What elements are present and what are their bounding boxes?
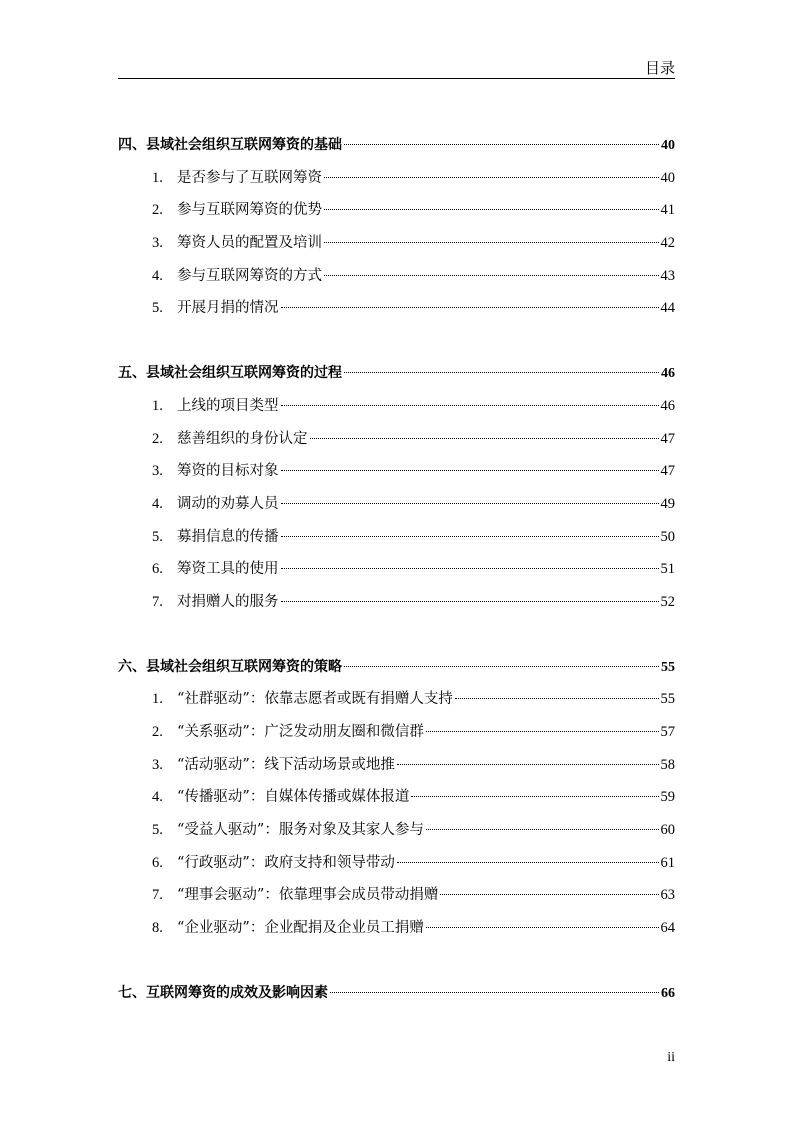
dot-leader bbox=[330, 992, 659, 993]
dot-leader bbox=[281, 503, 659, 504]
dot-leader bbox=[397, 862, 659, 863]
item-number: 4. bbox=[152, 789, 163, 806]
item-page-number: 47 bbox=[660, 430, 675, 447]
dot-leader bbox=[426, 731, 659, 732]
item-number: 3. bbox=[152, 756, 163, 773]
section-page-number: 40 bbox=[661, 138, 675, 153]
toc-item[interactable] bbox=[118, 847, 675, 880]
dot-leader bbox=[310, 438, 659, 439]
toc-section-4[interactable] bbox=[118, 129, 675, 162]
item-page-number: 51 bbox=[660, 561, 675, 578]
item-title: 筹资工具的使用 bbox=[177, 561, 279, 578]
section-title: 四、县域社会组织互联网筹资的基础 bbox=[118, 137, 342, 153]
item-title: 对捐赠人的服务 bbox=[177, 593, 279, 610]
dot-leader bbox=[324, 242, 659, 243]
item-number: 3. bbox=[152, 235, 163, 252]
item-title: 调动的劝募人员 bbox=[177, 495, 279, 512]
item-number: 5. bbox=[152, 822, 163, 839]
item-page-number: 40 bbox=[660, 169, 675, 186]
toc-item[interactable] bbox=[118, 194, 675, 227]
item-page-number: 47 bbox=[660, 463, 675, 480]
dot-leader bbox=[281, 601, 659, 602]
item-page-number: 44 bbox=[660, 300, 675, 317]
item-title: “受益人驱动”：服务对象及其家人参与 bbox=[177, 822, 424, 839]
item-page-number: 46 bbox=[660, 397, 675, 414]
toc-item[interactable] bbox=[118, 423, 675, 456]
toc-item[interactable] bbox=[118, 162, 675, 195]
dot-leader bbox=[324, 177, 659, 178]
section-page-number: 46 bbox=[661, 366, 675, 382]
item-title: 筹资的目标对象 bbox=[177, 463, 279, 480]
item-page-number: 58 bbox=[660, 756, 675, 773]
dot-leader bbox=[397, 764, 659, 765]
item-number: 7. bbox=[152, 887, 163, 904]
item-title: “社群驱动”：依靠志愿者或既有捐赠人支持 bbox=[177, 691, 453, 708]
item-number: 4. bbox=[152, 495, 163, 512]
item-page-number: 61 bbox=[660, 854, 675, 871]
item-page-number: 43 bbox=[660, 267, 675, 284]
item-title: “关系驱动”：广泛发动朋友圈和微信群 bbox=[177, 724, 424, 740]
toc-item[interactable] bbox=[118, 912, 675, 945]
item-title: “活动驱动”：线下活动场景或地推 bbox=[177, 756, 395, 773]
toc-section-5[interactable] bbox=[118, 357, 675, 390]
item-title: “行政驱动”：政府支持和领导带动 bbox=[177, 854, 395, 871]
section-title: 六、县域社会组织互联网筹资的策略 bbox=[118, 658, 342, 675]
item-number: 4. bbox=[152, 267, 163, 284]
toc-item[interactable] bbox=[118, 227, 675, 260]
item-title: “企业驱动”：企业配捐及企业员工捐赠 bbox=[177, 920, 424, 937]
dot-leader bbox=[426, 829, 659, 830]
item-title: 筹资人员的配置及培训 bbox=[177, 235, 322, 252]
section-title: 五、县域社会组织互联网筹资的过程 bbox=[118, 365, 342, 382]
item-page-number: 57 bbox=[660, 724, 675, 740]
item-page-number: 64 bbox=[660, 920, 675, 937]
item-page-number: 41 bbox=[660, 202, 675, 219]
item-number: 2. bbox=[152, 202, 163, 219]
toc-item[interactable] bbox=[118, 390, 675, 423]
item-title: 募捐信息的传播 bbox=[177, 528, 279, 545]
dot-leader bbox=[344, 666, 659, 667]
item-number: 6. bbox=[152, 561, 163, 578]
table-of-contents bbox=[118, 129, 675, 1010]
item-page-number: 50 bbox=[660, 528, 675, 545]
toc-item[interactable] bbox=[118, 683, 675, 716]
item-title: 慈善组织的身份认定 bbox=[177, 430, 308, 447]
toc-item[interactable] bbox=[118, 586, 675, 619]
item-title: 是否参与了互联网筹资 bbox=[177, 169, 322, 186]
dot-leader bbox=[455, 698, 659, 699]
item-title: 上线的项目类型 bbox=[177, 397, 279, 414]
toc-item[interactable] bbox=[118, 749, 675, 782]
dot-leader bbox=[324, 209, 659, 210]
toc-item[interactable] bbox=[118, 781, 675, 814]
section-gap bbox=[118, 945, 675, 977]
item-title: 开展月捐的情况 bbox=[177, 300, 279, 317]
dot-leader bbox=[426, 927, 659, 928]
dot-leader bbox=[281, 470, 659, 471]
item-number: 5. bbox=[152, 528, 163, 545]
item-page-number: 42 bbox=[660, 235, 675, 252]
toc-item[interactable] bbox=[118, 260, 675, 293]
section-page-number: 66 bbox=[661, 985, 675, 1001]
item-number: 5. bbox=[152, 300, 163, 317]
item-page-number: 63 bbox=[660, 887, 675, 904]
section-page-number: 55 bbox=[661, 659, 675, 675]
page-number: ii bbox=[667, 1050, 675, 1065]
item-number: 3. bbox=[152, 463, 163, 480]
item-number: 2. bbox=[152, 724, 163, 740]
item-number: 6. bbox=[152, 854, 163, 871]
header-rule bbox=[118, 78, 675, 79]
section-title: 七、互联网筹资的成效及影响因素 bbox=[118, 984, 328, 1001]
item-number: 7. bbox=[152, 593, 163, 610]
dot-leader bbox=[281, 568, 659, 569]
item-page-number: 55 bbox=[660, 691, 675, 708]
toc-item[interactable] bbox=[118, 553, 675, 586]
toc-item[interactable] bbox=[118, 814, 675, 847]
running-header-title: 目录 bbox=[644, 59, 675, 77]
item-number: 1. bbox=[152, 397, 163, 414]
item-page-number: 52 bbox=[660, 593, 675, 610]
toc-item[interactable] bbox=[118, 521, 675, 554]
toc-item[interactable] bbox=[118, 292, 675, 325]
dot-leader bbox=[411, 796, 658, 797]
item-page-number: 60 bbox=[660, 822, 675, 839]
dot-leader bbox=[344, 372, 659, 373]
item-number: 8. bbox=[152, 920, 163, 937]
item-number: 1. bbox=[152, 169, 163, 186]
section-gap bbox=[118, 619, 675, 651]
section-gap bbox=[118, 325, 675, 357]
toc-section-6[interactable] bbox=[118, 651, 675, 684]
dot-leader bbox=[324, 275, 659, 276]
toc-item[interactable] bbox=[118, 488, 675, 521]
item-title: 参与互联网筹资的方式 bbox=[177, 267, 322, 284]
item-title: “理事会驱动”：依靠理事会成员带动捐赠 bbox=[177, 887, 439, 904]
item-number: 2. bbox=[152, 430, 163, 447]
dot-leader bbox=[281, 536, 659, 537]
item-title: “传播驱动”：自媒体传播或媒体报道 bbox=[177, 789, 410, 806]
item-number: 1. bbox=[152, 691, 163, 708]
item-title: 参与互联网筹资的优势 bbox=[177, 202, 322, 219]
item-page-number: 49 bbox=[660, 495, 675, 512]
toc-section-7[interactable] bbox=[118, 977, 675, 1010]
dot-leader bbox=[281, 405, 659, 406]
dot-leader bbox=[344, 144, 659, 145]
toc-item[interactable] bbox=[118, 879, 675, 912]
toc-item[interactable] bbox=[118, 716, 675, 749]
toc-item[interactable] bbox=[118, 455, 675, 488]
dot-leader bbox=[281, 307, 659, 308]
dot-leader bbox=[440, 894, 658, 895]
item-page-number: 59 bbox=[660, 789, 675, 806]
